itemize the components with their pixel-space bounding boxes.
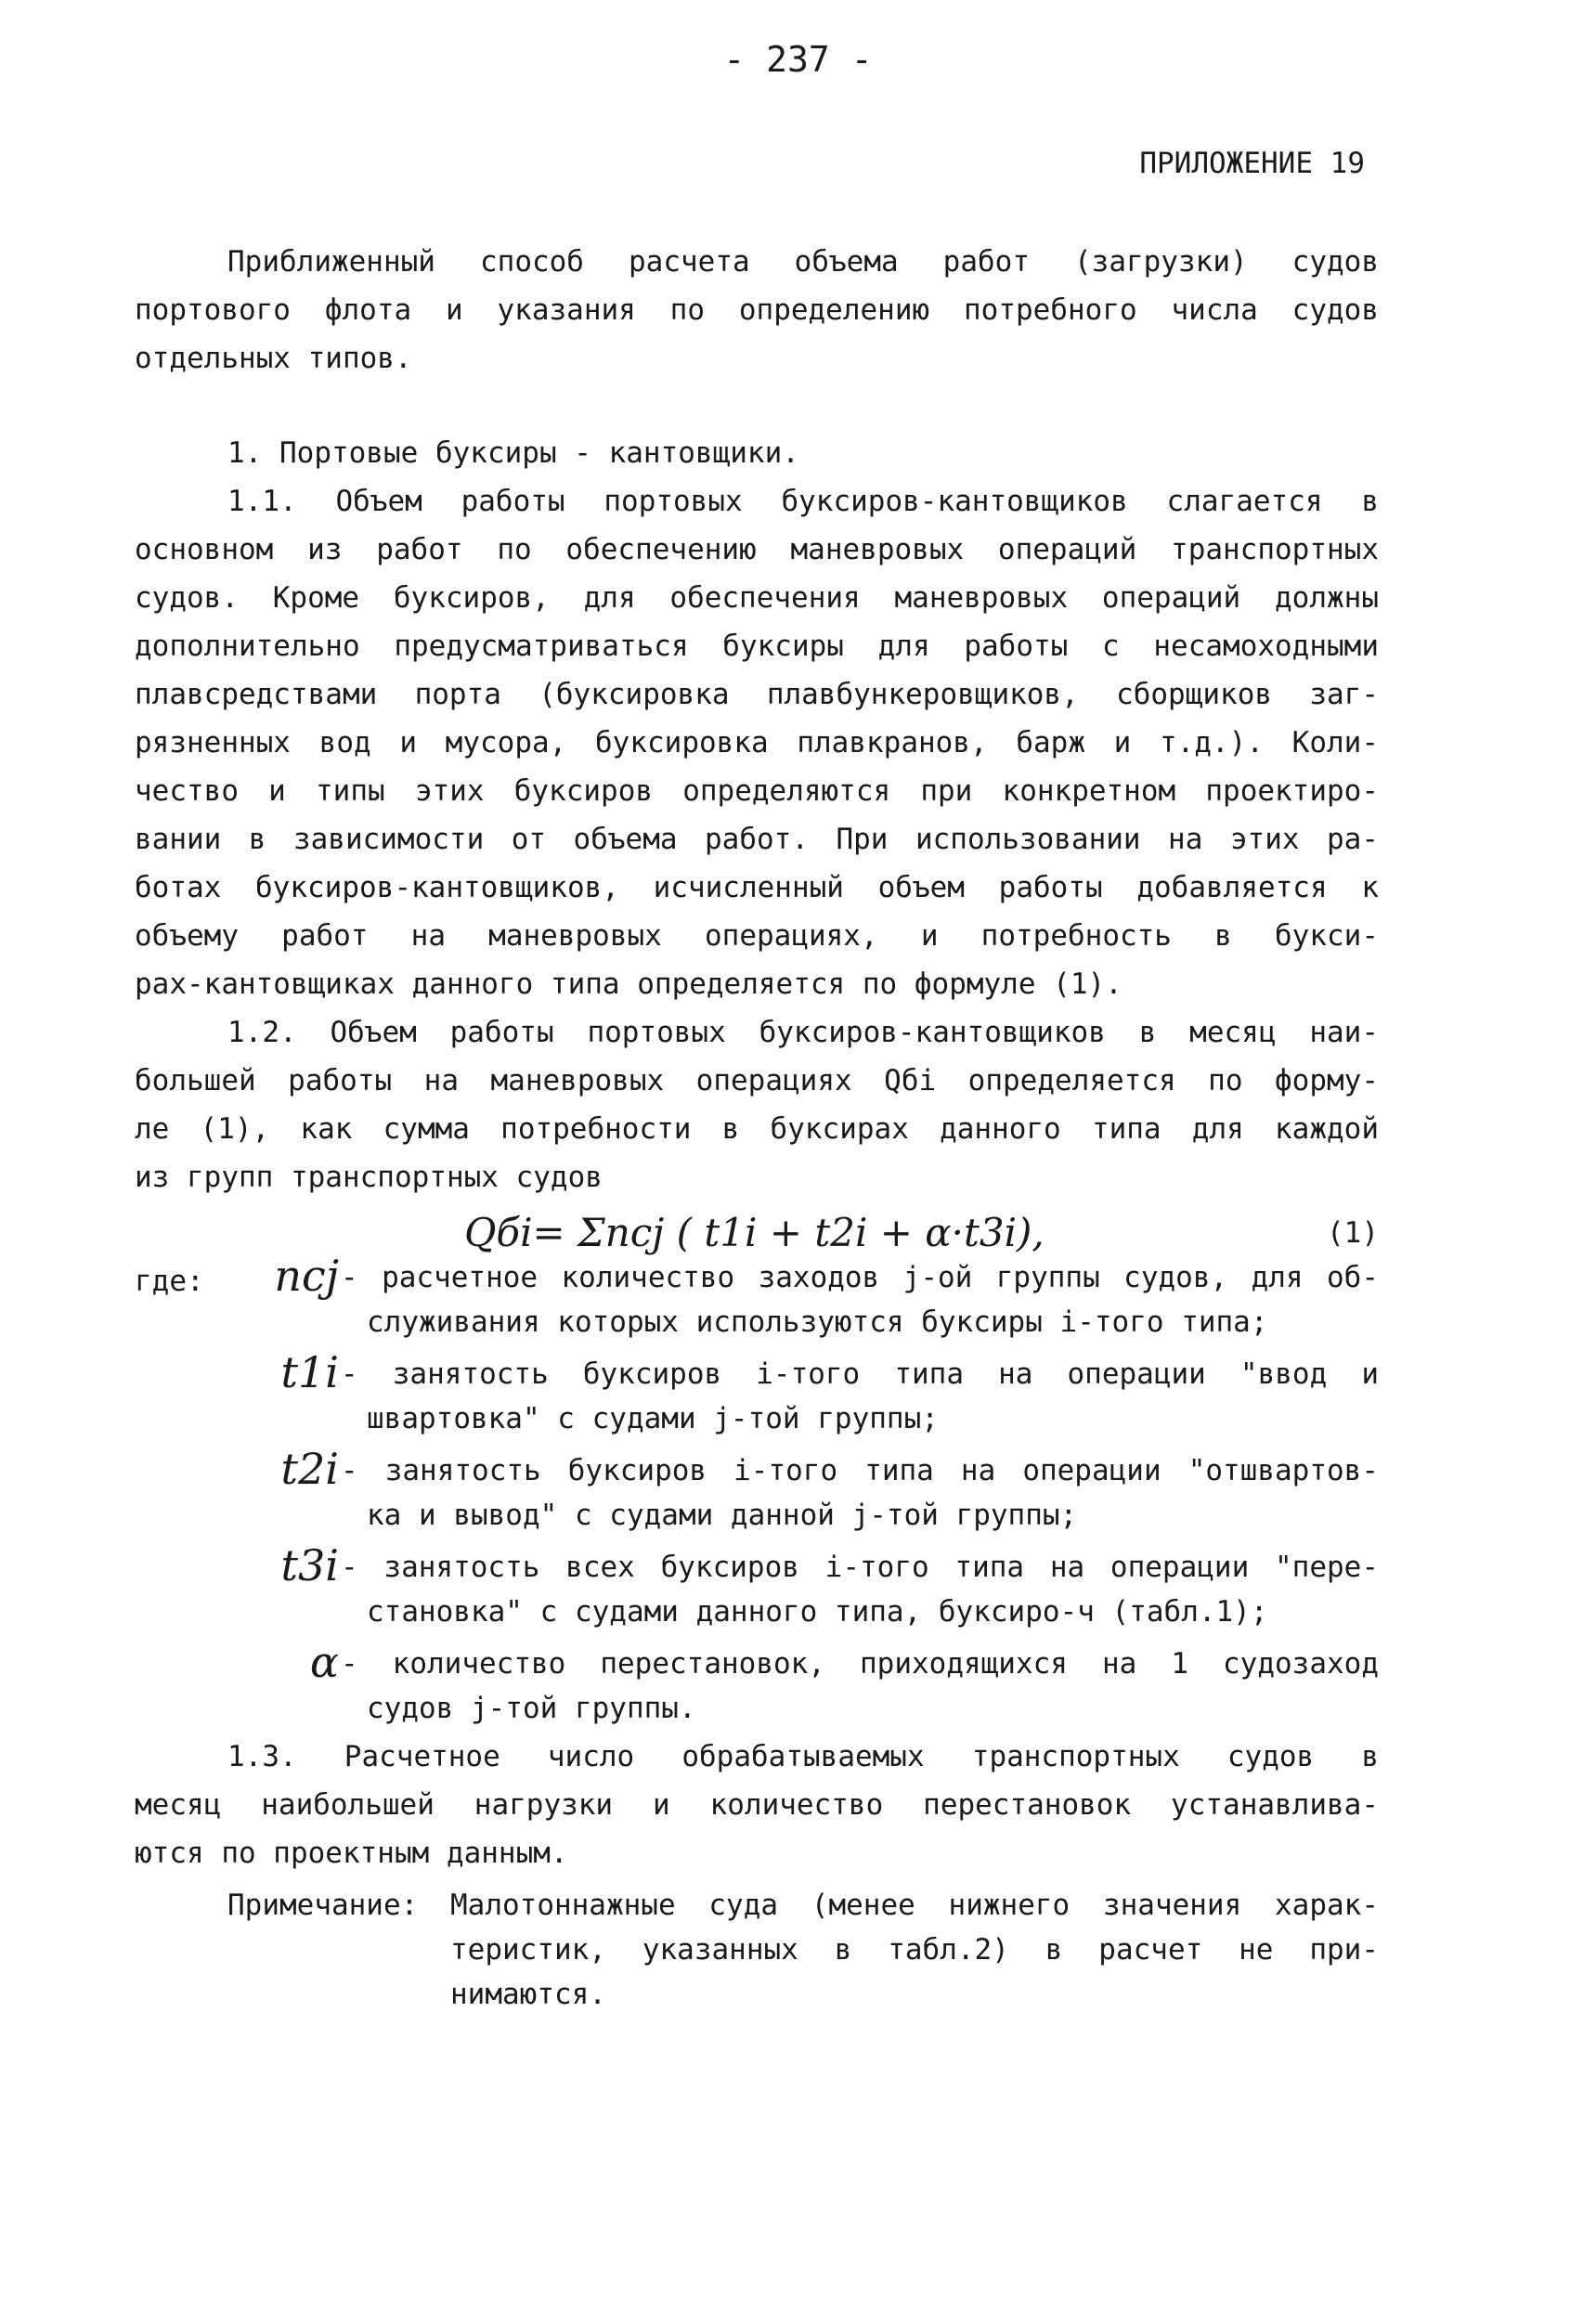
definition-text (341, 1545, 1379, 1634)
definition-line: служивания которых используются буксиры i-того типа; (367, 1305, 1268, 1339)
definition-item (135, 1637, 1379, 1730)
where-label: где: (135, 1265, 204, 1298)
definition-line: ка и вывод" с судами данной j-той группы; (367, 1499, 1078, 1532)
definition-symbol: t3i (280, 1540, 339, 1590)
note-label: Примечание: (227, 1889, 419, 1922)
paragraph-line: 1.3. Расчетное число обрабатываемых транспортных судов в (227, 1740, 1379, 1773)
definition-text (341, 1642, 1379, 1731)
definition-item (135, 1444, 1379, 1537)
paragraph-line: вании в зависимости от объема работ. При использовании на этих ра- (135, 823, 1379, 856)
definition-text (341, 1352, 1379, 1441)
title-line: отдельных типов. (135, 342, 412, 375)
paragraph-line: большей работы на маневровых операциях Qбi определяется по форму- (135, 1064, 1379, 1097)
definition-line: - занятость буксиров i-того типа на операции "ввод и (341, 1357, 1379, 1391)
note (227, 1883, 1379, 2032)
definition-item (135, 1251, 1379, 1344)
section-heading: 1. Портовые буксиры - кантовщики. (227, 436, 799, 470)
definition-line: - занятость буксиров i-того типа на операции "отшвартов- (341, 1454, 1379, 1487)
definition-line: судов j-той группы. (367, 1692, 696, 1725)
appendix-label: ПРИЛОЖЕНИЕ 19 (1139, 147, 1365, 180)
definition-item (135, 1540, 1379, 1633)
paragraph-line: судов. Кроме буксиров, для обеспечения маневровых операций должны (135, 581, 1379, 615)
note-line: Малотоннажные суда (менее нижнего значения харак- (450, 1889, 1379, 1922)
paragraph-line: ются по проектным данным. (135, 1837, 568, 1870)
title-line: Приближенный способ расчета объема работ (загрузки) судов (227, 245, 1379, 279)
paragraph-line: ле (1), как сумма потребности в буксирах данного типа для каждой (135, 1112, 1379, 1146)
definition-line: - расчетное количество заходов j-ой группы судов, для об- (341, 1261, 1379, 1294)
definition-line: - количество перестановок, приходящихся на 1 судозаход (341, 1647, 1379, 1681)
definition-symbol: nсj (274, 1251, 339, 1301)
paragraph-line: месяц наибольшей нагрузки и количество перестановок устанавлива- (135, 1788, 1379, 1822)
title-line: портового флота и указания по определению потребного числа судов (135, 293, 1379, 327)
page-number: - 237 - (723, 39, 873, 80)
definition-symbol: t1i (280, 1347, 339, 1397)
definition-symbol: t2i (280, 1444, 339, 1494)
definition-item (135, 1347, 1379, 1440)
paragraph-line: объему работ на маневровых операциях, и потребность в букси- (135, 919, 1379, 953)
paragraph-line: из групп транспортных судов (135, 1161, 603, 1194)
definition-text (341, 1255, 1379, 1344)
definition-line: - занятость всех буксиров i-того типа на операции "пере- (341, 1551, 1379, 1584)
paragraph-line: дополнительно предусматриваться буксиры для работы с несамоходными (135, 630, 1379, 663)
paragraph-line: чество и типы этих буксиров определяются при конкретном проектиро- (135, 774, 1379, 808)
paragraph-line: плавсредствами порта (буксировка плавбункеровщиков, сборщиков заг- (135, 678, 1379, 711)
paragraph-line: рах-кантовщиках данного типа определяется по формуле (1). (135, 967, 1122, 1001)
paragraph-line: 1.1. Объем работы портовых буксиров-кантовщиков слагается в (227, 485, 1379, 518)
paragraph-line: 1.2. Объем работы портовых буксиров-кантовщиков в месяц наи- (227, 1016, 1379, 1049)
definition-text (341, 1448, 1379, 1538)
definition-line: швартовка" с судами j-той группы; (367, 1402, 939, 1435)
paragraph-line: рязненных вод и мусора, буксировка плавкранов, барж и т.д.). Коли- (135, 726, 1379, 760)
paragraph-line: ботах буксиров-кантовщиков, исчисленный объем работы добавляется к (135, 871, 1379, 904)
paragraph-line: основном из работ по обеспечению маневровых операций транспортных (135, 533, 1379, 566)
formula-number: (1) (1327, 1216, 1379, 1250)
note-line: нимаются. (450, 1978, 606, 2011)
definition-line: становка" с судами данного типа, буксиро-ч (табл.1); (367, 1595, 1268, 1629)
definition-symbol: α (309, 1637, 339, 1687)
note-line: теристик, указанных в табл.2) в расчет не при- (450, 1933, 1379, 1967)
note-text (450, 1883, 1379, 2017)
formula: Qбi= Σnсj ( t1i + t2i + α·t3i), (464, 1210, 1045, 1255)
